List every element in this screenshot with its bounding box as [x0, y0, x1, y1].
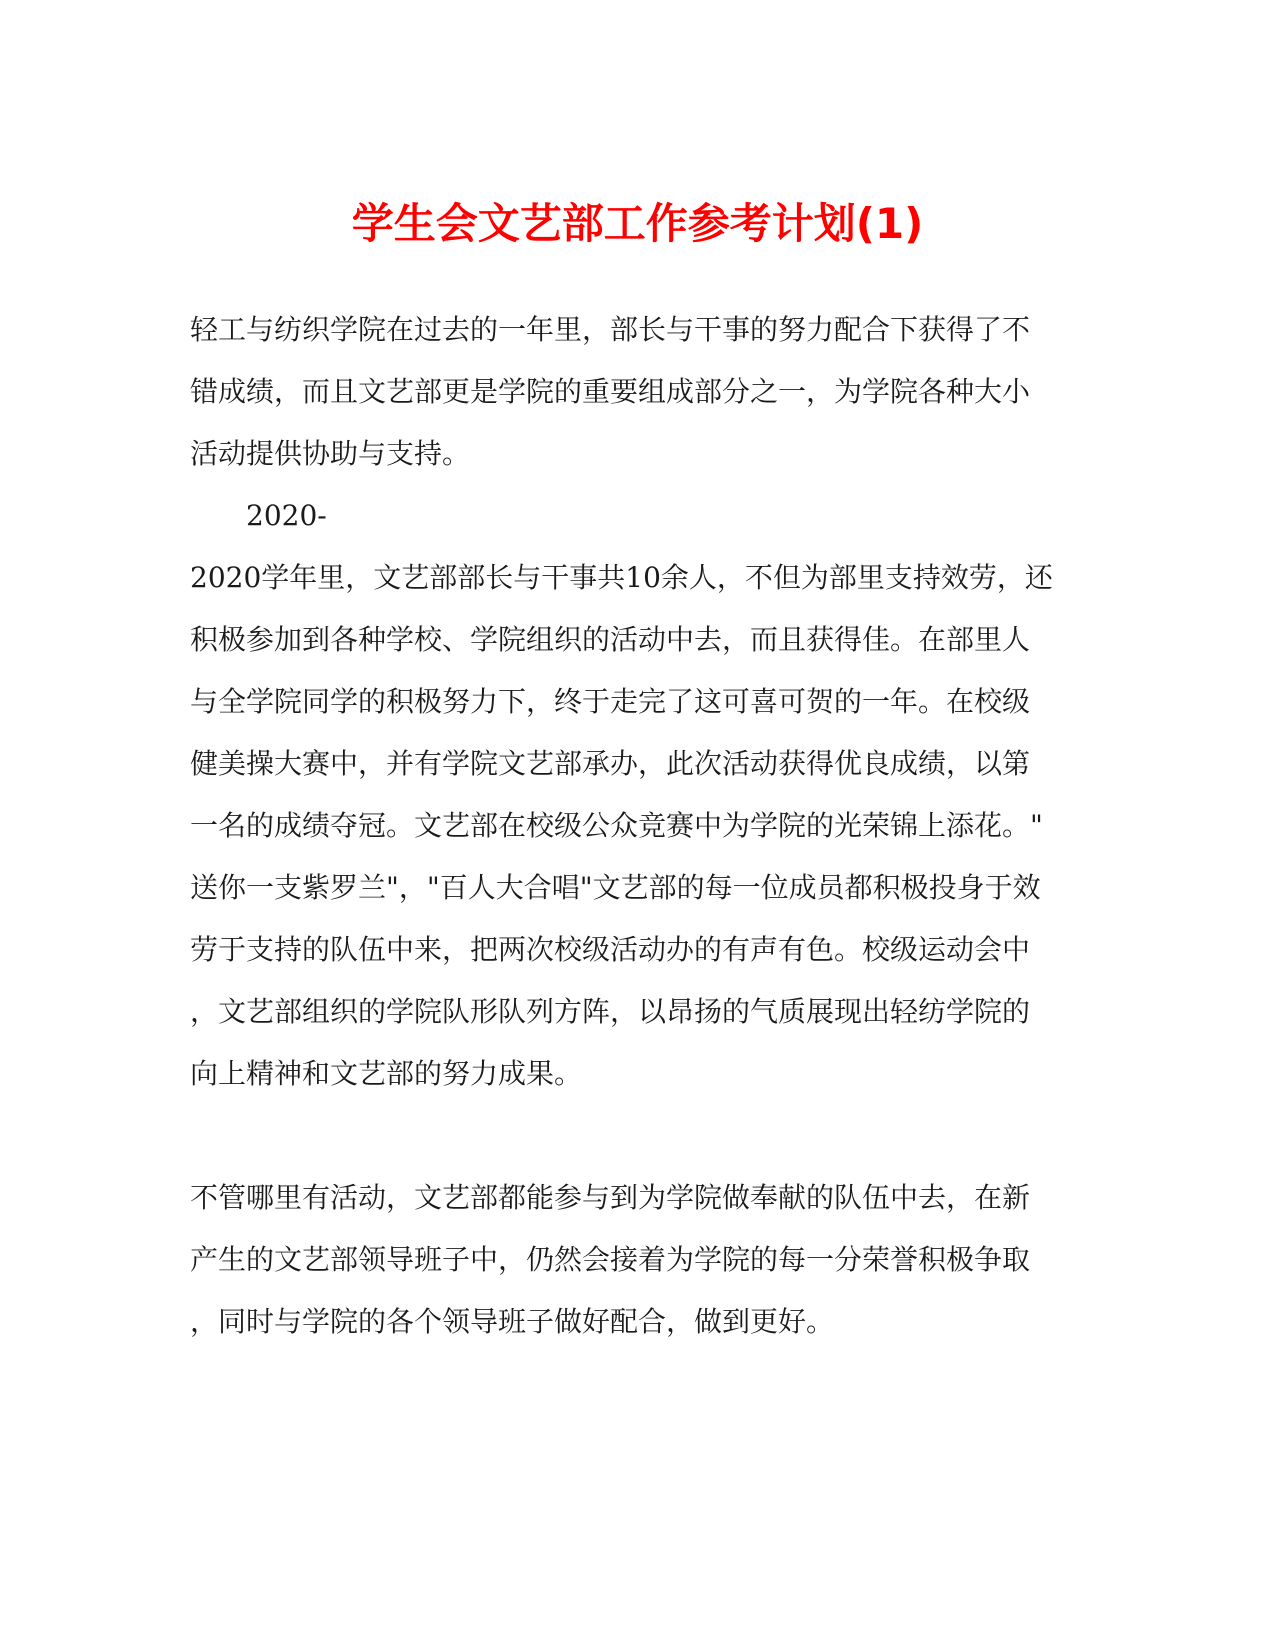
paragraph-2-line-8: 劳于支持的队伍中来，把两次校级活动办的有声有色。校级运动会中 — [190, 933, 1031, 966]
paragraph-1-line-1: 轻工与纺织学院在过去的一年里，部长与干事的努力配合下获得了不 — [190, 313, 1031, 346]
paragraph-2-line-4: 与全学院同学的积极努力下，终于走完了这可喜可贺的一年。在校级 — [190, 685, 1031, 718]
paragraph-2-line-9: ，文艺部组织的学院队形队列方阵，以昂扬的气质展现出轻纺学院的 — [190, 995, 1031, 1028]
document-title: 学生会文艺部工作参考计划(1) — [351, 199, 924, 249]
paragraph-3-line-2: 产生的文艺部领导班子中，仍然会接着为学院的每一分荣誉积极争取 — [190, 1243, 1031, 1276]
paragraph-2-line-5: 健美操大赛中，并有学院文艺部承办，此次活动获得优良成绩，以第 — [190, 747, 1031, 780]
paragraph-2-line-7: 送你一支紫罗兰"，"百人大合唱"文艺部的每一位成员都积极投身于效 — [190, 871, 1041, 904]
paragraph-2-line-6: 一名的成绩夺冠。文艺部在校级公众竞赛中为学院的光荣锦上添花。" — [190, 809, 1043, 842]
paragraph-3-line-3: ，同时与学院的各个领导班子做好配合，做到更好。 — [190, 1305, 835, 1338]
paragraph-2-line-3: 积极参加到各种学校、学院组织的活动中去，而且获得佳。在部里人 — [190, 623, 1031, 656]
paragraph-2-line-2: 2020学年里，文艺部部长与干事共10余人，不但为部里支持效劳，还 — [190, 561, 1053, 594]
paragraph-3-line-1: 不管哪里有活动，文艺部都能参与到为学院做奉献的队伍中去，在新 — [190, 1181, 1031, 1214]
paragraph-1-line-2: 错成绩，而且文艺部更是学院的重要组成部分之一，为学院各种大小 — [190, 375, 1031, 408]
paragraph-2-line-10: 向上精神和文艺部的努力成果。 — [190, 1057, 583, 1090]
paragraph-1-line-3: 活动提供协助与支持。 — [190, 437, 471, 470]
paragraph-2-line-1: 2020- — [190, 499, 327, 532]
